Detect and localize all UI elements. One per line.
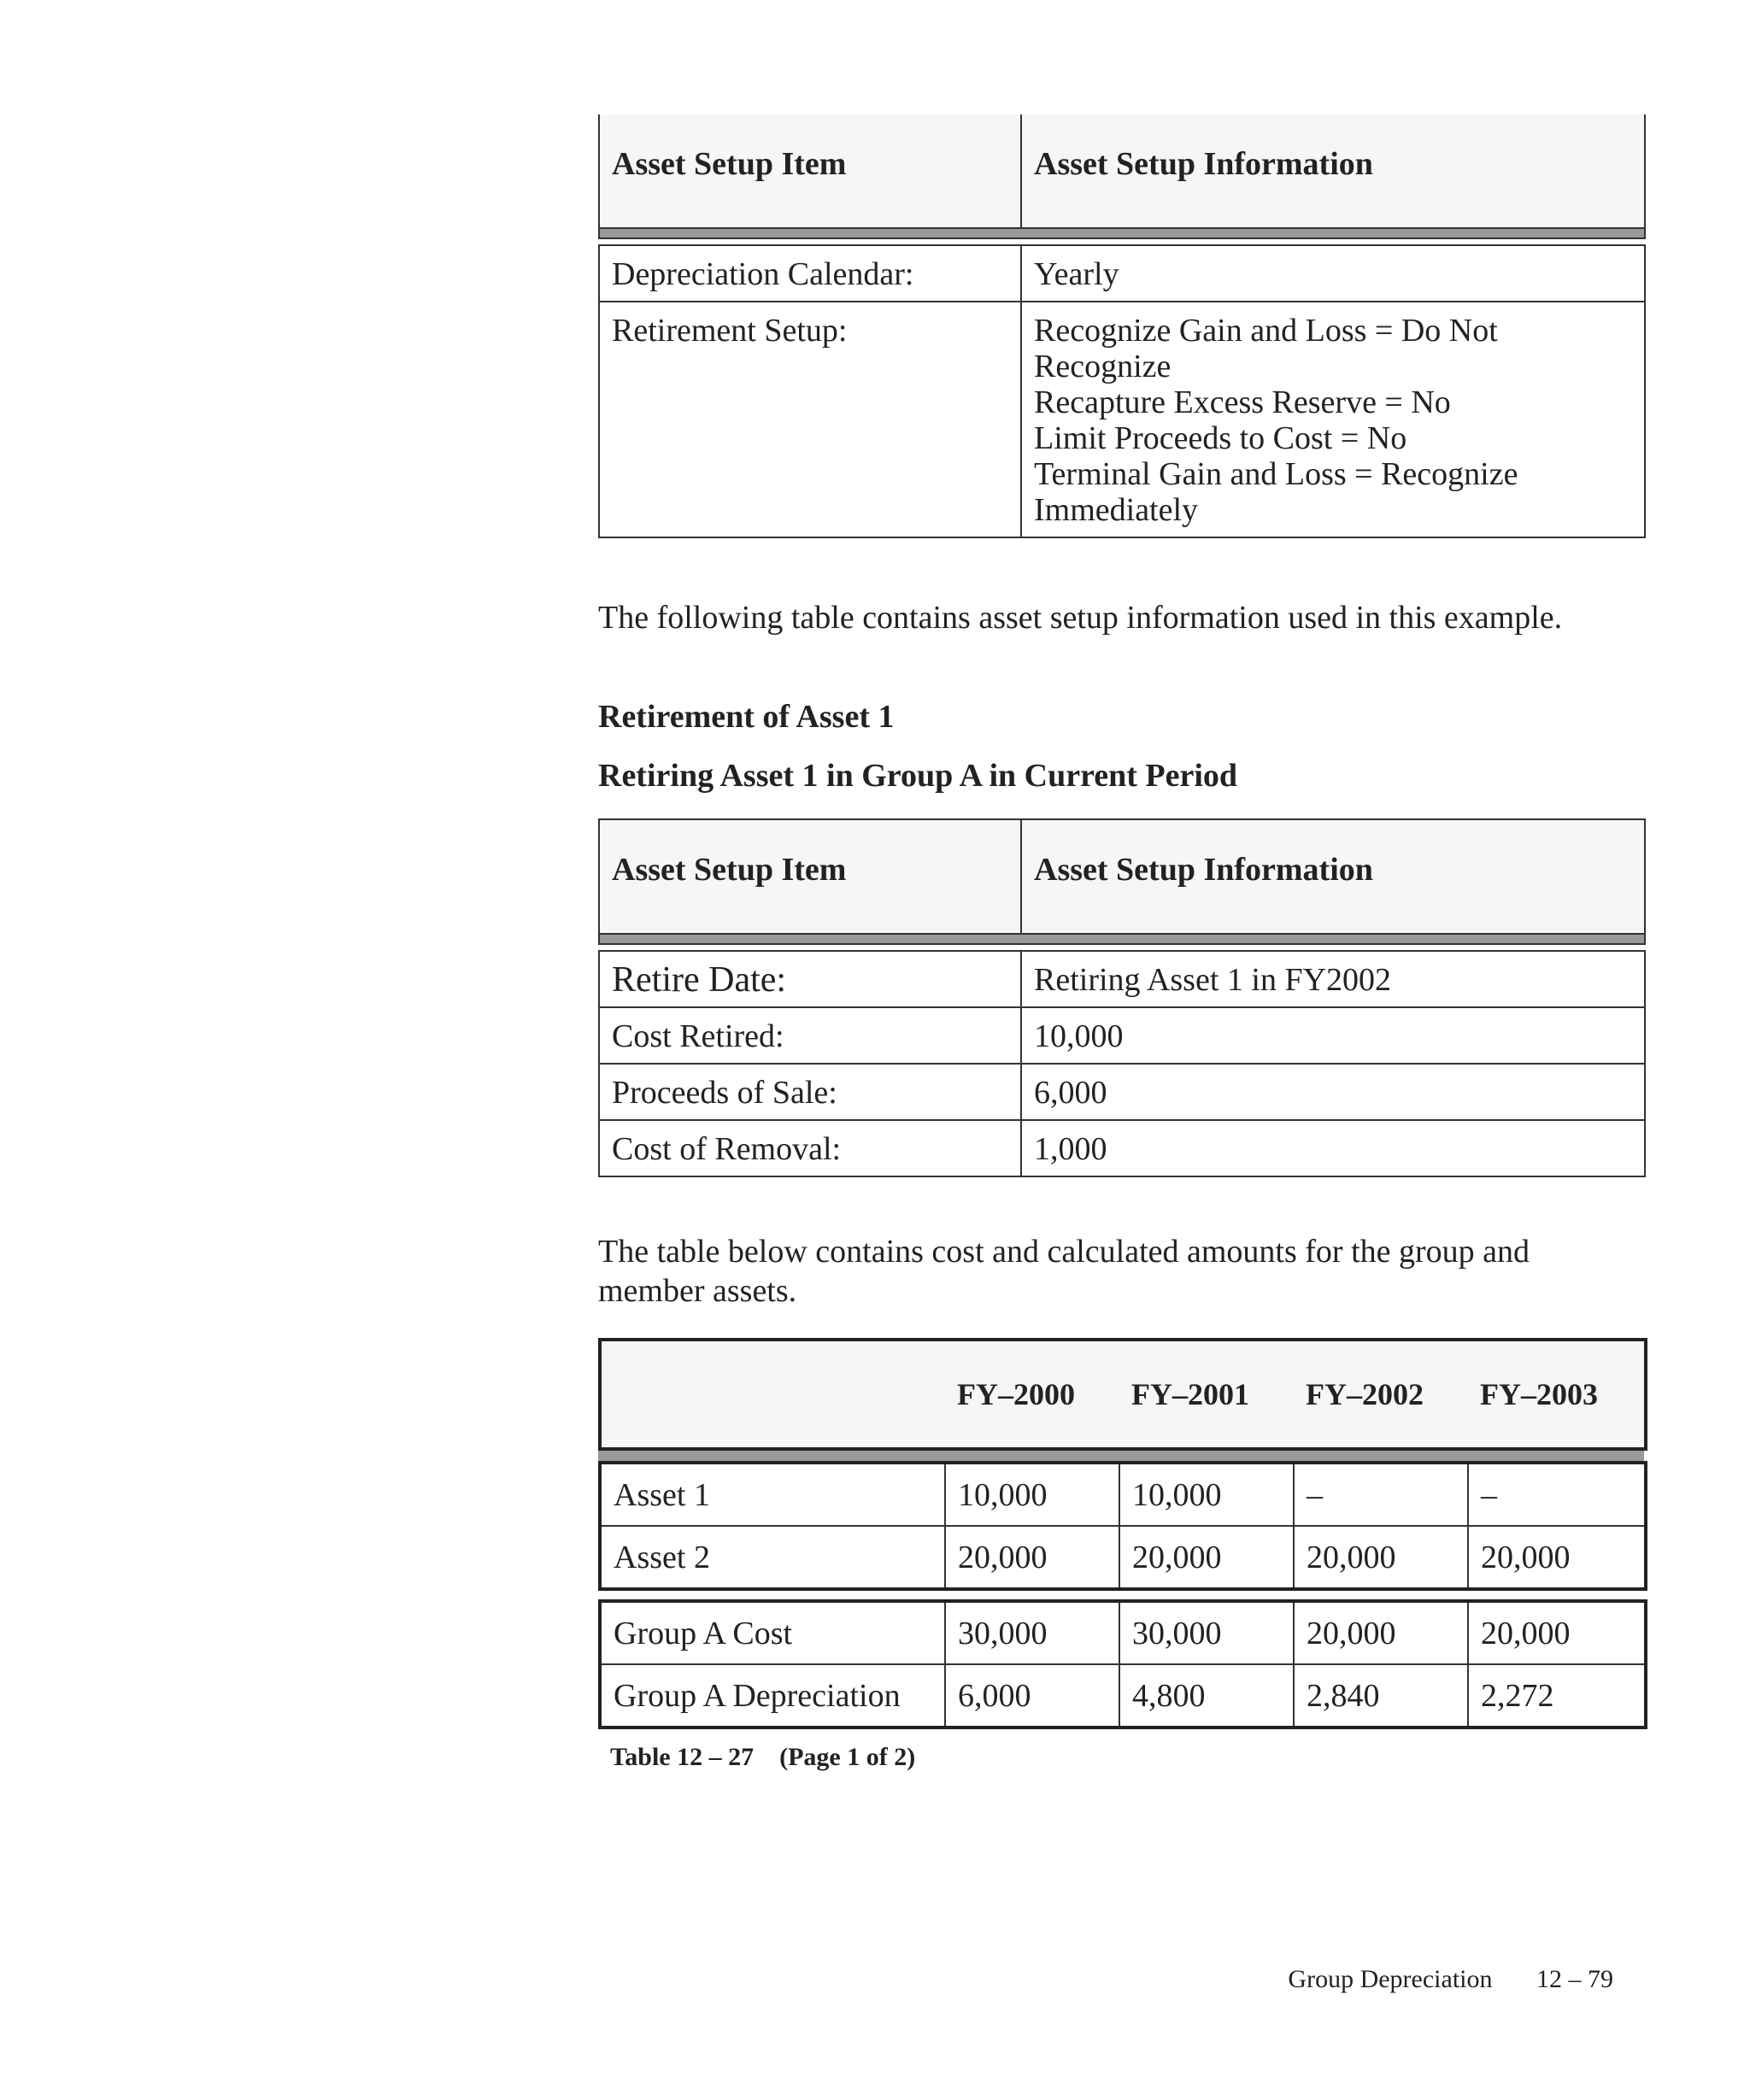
table-row bbox=[599, 302, 1645, 537]
value-cell: 20,000 bbox=[1294, 1526, 1468, 1589]
table-row bbox=[600, 1664, 1646, 1728]
table-row bbox=[600, 1526, 1646, 1589]
info-cell: Retiring Asset 1 in FY2002 bbox=[1021, 951, 1645, 1007]
item-cell: Retirement Setup: bbox=[599, 302, 1021, 537]
column-header: Asset Setup Information bbox=[1021, 819, 1645, 934]
column-header: Asset Setup Information bbox=[1021, 114, 1645, 228]
item-cell: Cost of Removal: bbox=[599, 1120, 1021, 1176]
member-assets-table bbox=[598, 1461, 1647, 1591]
table-row bbox=[599, 1064, 1645, 1120]
info-cell: 10,000 bbox=[1021, 1007, 1645, 1064]
value-cell: 20,000 bbox=[1468, 1526, 1646, 1589]
page-footer bbox=[1250, 1965, 1613, 1994]
value-cell: 30,000 bbox=[1119, 1601, 1294, 1664]
column-header: Asset Setup Item bbox=[599, 819, 1021, 934]
column-header bbox=[600, 1340, 945, 1449]
info-cell: 1,000 bbox=[1021, 1120, 1645, 1176]
column-header: FY–2003 bbox=[1468, 1340, 1646, 1449]
info-line: Terminal Gain and Loss = Recognize bbox=[1034, 456, 1518, 492]
value-cell: – bbox=[1468, 1463, 1646, 1526]
value-cell: 2,272 bbox=[1468, 1664, 1646, 1728]
column-header: FY–2002 bbox=[1294, 1340, 1468, 1449]
cost-paragraph: The table below contains cost and calculated amounts for the group and member assets. bbox=[598, 1234, 1530, 1309]
row-label: Group A Depreciation bbox=[600, 1664, 945, 1728]
info-line: Immediately bbox=[1034, 492, 1199, 528]
column-header: FY–2000 bbox=[945, 1340, 1119, 1449]
intro-paragraph: The following table contains asset setup information used in this example. bbox=[598, 600, 1563, 636]
item-cell: Depreciation Calendar: bbox=[599, 245, 1021, 302]
value-cell: 20,000 bbox=[945, 1526, 1119, 1589]
item-cell: Proceeds of Sale: bbox=[599, 1064, 1021, 1120]
column-header: Asset Setup Item bbox=[599, 114, 1021, 228]
cost-amounts-table bbox=[598, 1338, 1644, 1729]
item-cell: Retire Date: bbox=[599, 951, 1021, 1007]
table-row bbox=[599, 1007, 1645, 1064]
info-line: Recapture Excess Reserve = No bbox=[1034, 384, 1451, 420]
table-row bbox=[600, 1601, 1646, 1664]
table-caption: Table 12 – 27 (Page 1 of 2) bbox=[610, 1743, 916, 1771]
info-cell: Yearly bbox=[1021, 245, 1645, 302]
footer-section: Group Depreciation bbox=[1288, 1965, 1493, 1993]
table-row bbox=[600, 1463, 1646, 1526]
value-cell: 20,000 bbox=[1294, 1601, 1468, 1664]
row-label: Asset 1 bbox=[600, 1463, 945, 1526]
page-number: 12 – 79 bbox=[1536, 1965, 1613, 1993]
info-line: Limit Proceeds to Cost = No bbox=[1034, 420, 1407, 456]
value-cell: – bbox=[1294, 1463, 1468, 1526]
item-cell: Cost Retired: bbox=[599, 1007, 1021, 1064]
section-heading: Retirement of Asset 1 bbox=[598, 699, 895, 735]
section-heading: Retiring Asset 1 in Group A in Current Period bbox=[598, 758, 1238, 794]
value-cell: 2,840 bbox=[1294, 1664, 1468, 1728]
info-line: Recognize Gain and Loss = Do Not bbox=[1034, 313, 1498, 349]
value-cell: 10,000 bbox=[1119, 1463, 1294, 1526]
info-line: Recognize bbox=[1034, 349, 1172, 384]
row-label: Group A Cost bbox=[600, 1601, 945, 1664]
asset-setup-table-2 bbox=[598, 818, 1646, 1177]
value-cell: 6,000 bbox=[945, 1664, 1119, 1728]
fy-header-table bbox=[598, 1338, 1647, 1451]
table-row bbox=[599, 951, 1645, 1007]
table-row bbox=[599, 1120, 1645, 1176]
row-label: Asset 2 bbox=[600, 1526, 945, 1589]
table-row bbox=[599, 245, 1645, 302]
asset-setup-table-1 bbox=[598, 114, 1646, 538]
value-cell: 20,000 bbox=[1468, 1601, 1646, 1664]
info-cell: 6,000 bbox=[1021, 1064, 1645, 1120]
value-cell: 4,800 bbox=[1119, 1664, 1294, 1728]
value-cell: 30,000 bbox=[945, 1601, 1119, 1664]
info-cell bbox=[1021, 302, 1645, 537]
column-header: FY–2001 bbox=[1119, 1340, 1294, 1449]
value-cell: 20,000 bbox=[1119, 1526, 1294, 1589]
value-cell: 10,000 bbox=[945, 1463, 1119, 1526]
group-totals-table bbox=[598, 1599, 1647, 1729]
